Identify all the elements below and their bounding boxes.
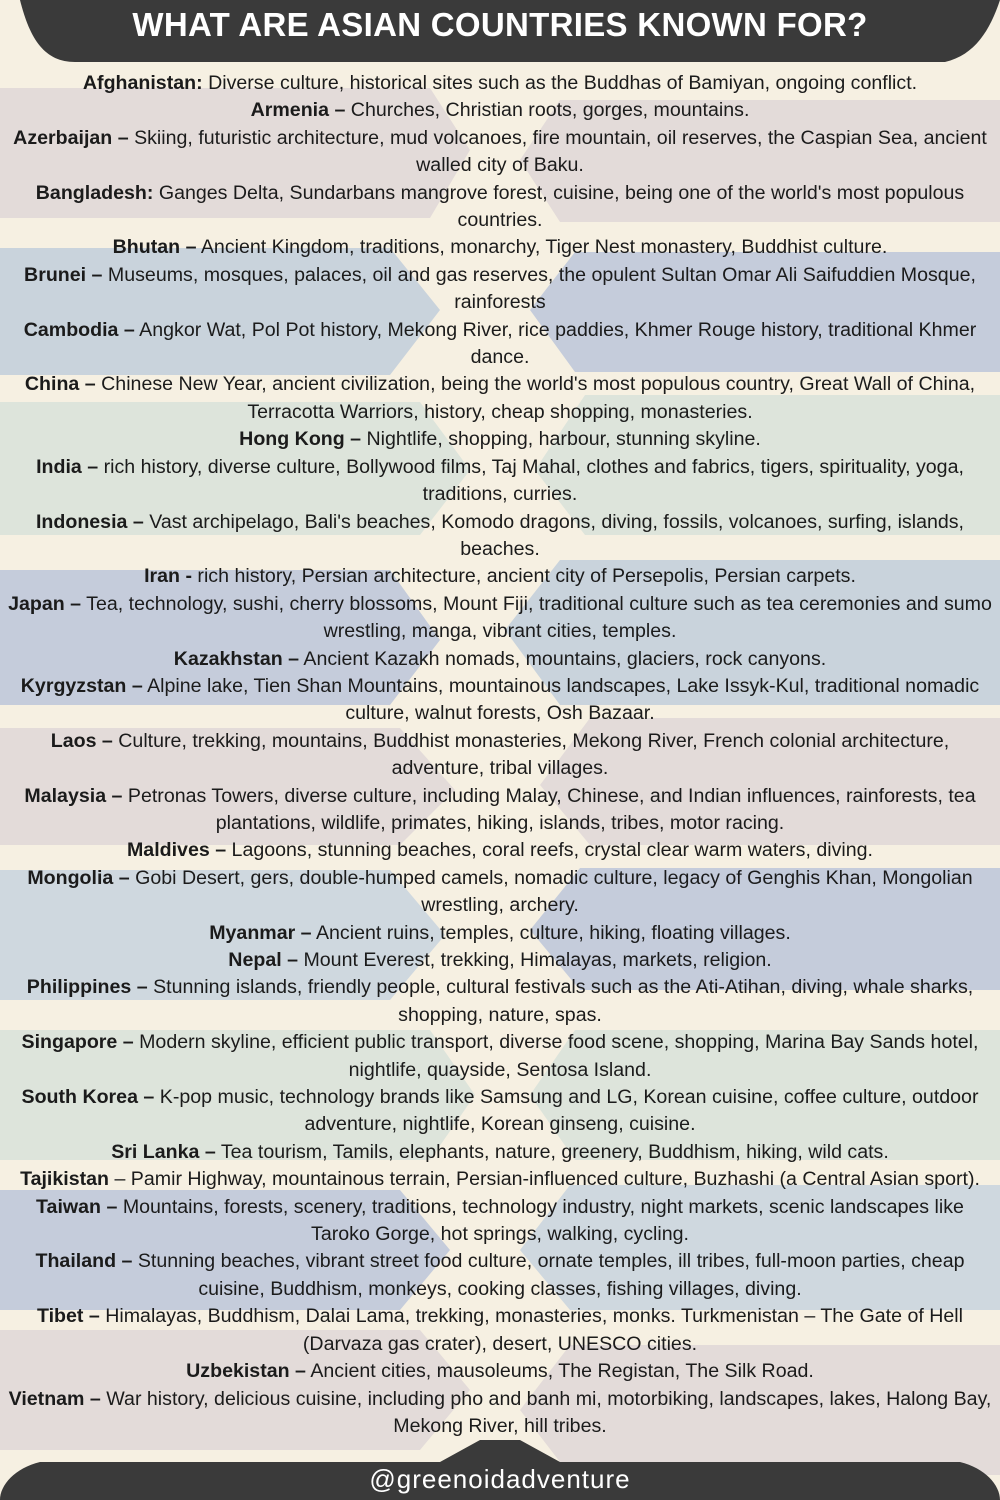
country-description: Alpine lake, Tien Shan Mountains, mountainous landscapes, Lake Issyk-Kul, traditional nomadic culture, walnut forests, Osh Bazaar. <box>147 674 980 725</box>
country-entry <box>6 865 994 920</box>
country-entry <box>6 509 994 564</box>
country-description: Museums, mosques, palaces, oil and gas reserves, the opulent Sultan Omar Ali Saifuddien Mosque, rainforests <box>107 263 976 314</box>
country-entry <box>6 426 994 453</box>
country-name: Indonesia – <box>35 510 144 533</box>
country-name: Kyrgyzstan – <box>20 674 143 697</box>
country-description: War history, delicious cuisine, including pho and banh mi, motorbiking, landscapes, lakes, Halong Bay, Mekong River, hill tribes. <box>106 1387 992 1437</box>
country-description: – Pamir Highway, mountainous terrain, Persian-influenced culture, Buzhashi (a Central Asian sport). <box>114 1168 980 1191</box>
country-name: Thailand – <box>35 1250 133 1273</box>
country-description: rich history, diverse culture, Bollywood films, Taj Mahal, clothes and fabrics, tigers, spirituality, yoga, traditions, curries. <box>103 455 964 506</box>
country-description: Ganges Delta, Sundarbans mangrove forest, cuisine, being one of the world's most populous countries. <box>158 181 965 232</box>
country-description: Tea, technology, sushi, cherry blossoms, Mount Fiji, traditional culture such as tea ceremonies and sumo wrestling, manga, vibrant cities, temples. <box>86 592 992 643</box>
country-description: Churches, Christian roots, gorges, mountains. <box>350 99 750 122</box>
country-entry <box>6 234 994 261</box>
country-entry <box>6 1139 994 1166</box>
country-description: Gobi Desert, gers, double-humped camels, nomadic culture, legacy of Genghis Khan, Mongolian wrestling, archery. <box>135 866 973 917</box>
country-description: Ancient Kazakh nomads, mountains, glaciers, rock canyons. <box>303 647 827 670</box>
country-description: Mountains, forests, scenery, traditions, technology industry, night markets, scenic landscapes like Taroko Gorge, hot springs, walking, cycling. <box>122 1195 964 1246</box>
country-entry <box>6 454 994 509</box>
country-entry <box>6 1358 994 1385</box>
country-name: Sri Lanka – <box>111 1140 216 1163</box>
country-entry <box>6 646 994 673</box>
country-name: Cambodia – <box>23 318 135 341</box>
country-name: Myanmar – <box>209 921 312 944</box>
country-name: Kazakhstan – <box>173 647 300 670</box>
country-description: Lagoons, stunning beaches, coral reefs, crystal clear warm waters, diving. <box>231 839 874 862</box>
country-name: Bhutan – <box>112 236 197 259</box>
country-entry <box>6 1386 994 1441</box>
country-name: Hong Kong – <box>239 428 362 451</box>
country-name: Bangladesh: <box>35 181 154 204</box>
country-name: Azerbaijan – <box>13 126 129 149</box>
country-entry <box>6 262 994 317</box>
country-entry <box>6 97 994 124</box>
country-name: Afghanistan: <box>82 72 203 94</box>
footer-banner <box>0 1440 1000 1500</box>
country-description: rich history, Persian architecture, ancient city of Persepolis, Persian carpets. <box>197 565 856 588</box>
country-description: Culture, trekking, mountains, Buddhist monasteries, Mekong River, French colonial architecture, adventure, tribal villages. <box>118 729 950 780</box>
country-description: Modern skyline, efficient public transport, diverse food scene, shopping, Marina Bay Sands hotel, nightlife, quayside, Sentosa Island. <box>139 1031 979 1081</box>
country-description: Skiing, futuristic architecture, mud volcanoes, fire mountain, oil reserves, the Caspian Sea, ancient walled city of Baku. <box>134 126 987 177</box>
country-description: Stunning islands, friendly people, cultural festivals such as the Ati-Atihan, diving, whale sharks, shopping, nature, spas. <box>153 976 974 1026</box>
country-name: Brunei – <box>24 263 103 286</box>
country-name: Maldives – <box>126 839 227 862</box>
country-name: Laos – <box>50 729 113 752</box>
country-description: Vast archipelago, Bali's beaches, Komodo dragons, diving, fossils, volcanoes, surfing, islands, beaches. <box>149 510 965 560</box>
country-description: Tea tourism, Tamils, elephants, nature, greenery, Buddhism, hiking, wild cats. <box>220 1140 889 1163</box>
page-title: WHAT ARE ASIAN COUNTRIES KNOWN FOR? <box>132 6 868 43</box>
country-name: Vietnam – <box>8 1387 101 1410</box>
country-entry <box>6 1303 994 1358</box>
country-name: Malaysia – <box>24 784 123 807</box>
country-entry <box>6 783 994 838</box>
country-description: Chinese New Year, ancient civilization, being the world's most populous country, Great Wall of China, Terracotta Warriors, history, cheap shopping, monasteries. <box>101 373 976 423</box>
country-entry <box>6 70 994 97</box>
country-name: Singapore – <box>21 1031 134 1054</box>
country-entry <box>6 180 994 235</box>
country-name: Japan – <box>8 592 82 615</box>
country-entry <box>6 1029 994 1084</box>
country-name: Uzbekistan – <box>186 1360 306 1383</box>
country-description: Ancient Kingdom, traditions, monarchy, Tiger Nest monastery, Buddhist culture. <box>200 236 888 259</box>
country-entry <box>6 1194 994 1249</box>
country-entry <box>6 125 994 180</box>
country-description: Nightlife, shopping, harbour, stunning skyline. <box>366 428 761 451</box>
country-entry <box>6 920 994 947</box>
country-description: Ancient ruins, temples, culture, hiking, floating villages. <box>315 921 791 944</box>
country-name: India – <box>36 455 99 478</box>
country-description: Petronas Towers, diverse culture, including Malay, Chinese, and Indian influences, rainforests, tea plantations, wildlife, primates, hiking, islands, tribes, motor racing. <box>127 784 976 834</box>
country-name: South Korea – <box>21 1086 155 1109</box>
country-entry <box>6 371 994 426</box>
country-list <box>6 70 994 1440</box>
country-entry <box>6 728 994 783</box>
country-entry <box>6 591 994 646</box>
country-name: Nepal – <box>228 949 298 971</box>
country-description: Stunning beaches, vibrant street food culture, ornate temples, ill tribes, full-moon parties, cheap cuisine, Buddhism, monkeys, cooking classes, fishing villages, diving. <box>137 1250 965 1300</box>
country-description: Ancient cities, mausoleums, The Registan, The Silk Road. <box>310 1360 814 1383</box>
country-entry <box>6 974 994 1029</box>
country-name: Mongolia – <box>27 866 130 889</box>
country-description: Angkor Wat, Pol Pot history, Mekong River, rice paddies, Khmer Rouge history, traditional Khmer dance. <box>139 318 977 369</box>
country-name: Tibet – <box>36 1305 100 1328</box>
country-name: Tajikistan <box>20 1168 110 1191</box>
country-name: Armenia – <box>250 99 346 122</box>
title-banner <box>0 0 1000 62</box>
country-entry <box>6 1166 994 1193</box>
country-entry <box>6 947 994 974</box>
country-description: Mount Everest, trekking, Himalayas, markets, religion. <box>303 949 772 971</box>
country-name: Philippines – <box>26 976 148 999</box>
country-description: K-pop music, technology brands like Samsung and LG, Korean cuisine, coffee culture, outdoor adventure, nightlife, Korean ginseng, cuisine. <box>159 1086 979 1136</box>
country-entry <box>6 563 994 590</box>
country-entry <box>6 837 994 864</box>
country-description: Himalayas, Buddhism, Dalai Lama, trekking, monasteries, monks. Turkmenistan – The Gate of Hell (Darvaza gas crater), desert, UNESCO cities. <box>105 1305 964 1355</box>
country-description: Diverse culture, historical sites such as the Buddhas of Bamiyan, ongoing conflict. <box>208 72 918 94</box>
country-entry <box>6 317 994 372</box>
country-entry <box>6 1248 994 1303</box>
footer-handle: @greenoidadventure <box>369 1464 631 1494</box>
country-entry <box>6 1084 994 1139</box>
country-name: China – <box>24 373 96 396</box>
country-entry <box>6 673 994 728</box>
country-name: Iran - <box>144 565 192 588</box>
country-name: Taiwan – <box>36 1195 118 1218</box>
